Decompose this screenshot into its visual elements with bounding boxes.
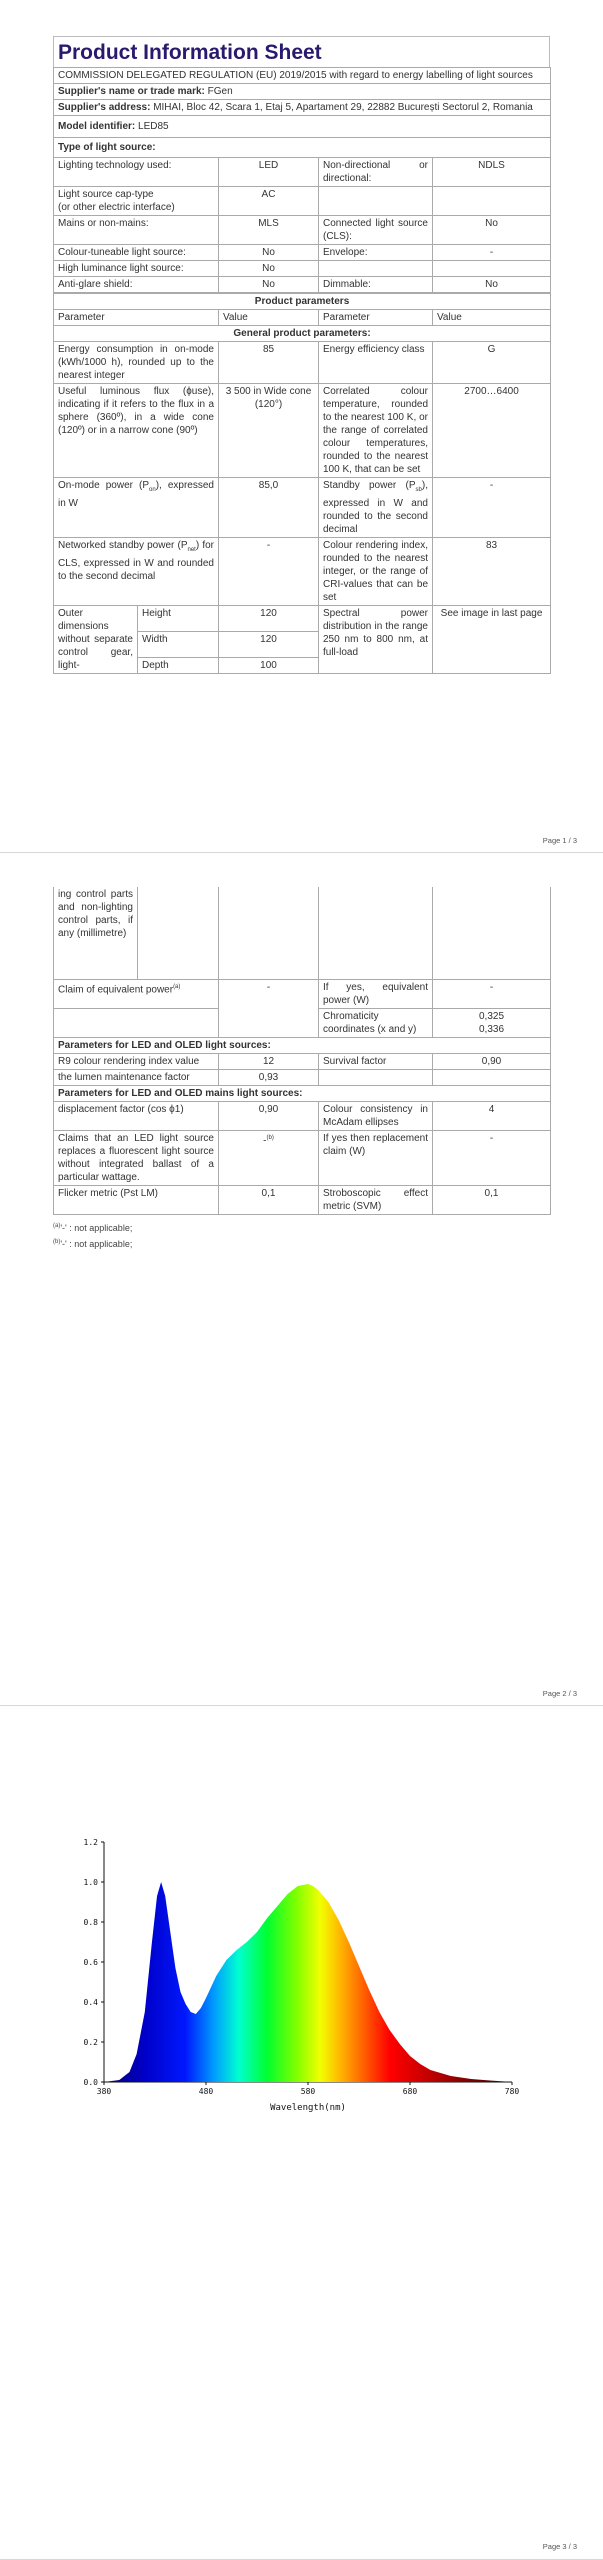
product-parameters-heading: Product parameters bbox=[54, 294, 551, 310]
standby-power-label bbox=[319, 478, 433, 538]
dimensions-empty bbox=[219, 887, 319, 980]
supplier-address: MIHAI, Bloc 42, Scara 1, Etaj 5, Apartament 29, 22882 București Sectorul 2, Romania bbox=[153, 102, 533, 113]
supplier-address-row bbox=[54, 100, 551, 116]
col-header-parameter: Parameter bbox=[54, 310, 219, 326]
info-sheet bbox=[53, 36, 550, 674]
footnote-a bbox=[53, 1219, 550, 1235]
chromaticity-x: 0,325 bbox=[478, 1011, 505, 1022]
luminous-flux-value: 3 500 in Wide cone (120°) bbox=[219, 384, 319, 478]
type-label-cell: Dimmable: bbox=[319, 277, 433, 293]
type-label-cell bbox=[319, 261, 433, 277]
spd-empty bbox=[319, 887, 433, 980]
type-label-cell: Anti-glare shield: bbox=[54, 277, 219, 293]
displacement-label: displacement factor (cos ϕ1) bbox=[54, 1102, 219, 1131]
standby-power-sub: sb bbox=[415, 487, 422, 493]
parameters-table-continued bbox=[53, 887, 551, 1215]
cct-label: Correlated colour temperature, rounded to the nearest 100 K, or the range of correlated colour temperatures, rounded to the nearest 100 K, that can be set bbox=[319, 384, 433, 478]
displacement-value: 0,90 bbox=[219, 1102, 319, 1131]
supplier-address-label: Supplier's address: bbox=[58, 102, 151, 113]
networked-standby-value: - bbox=[219, 538, 319, 606]
depth-label: Depth bbox=[138, 658, 219, 674]
type-value-cell: MLS bbox=[219, 216, 319, 245]
footnote-b-mark: (b) bbox=[53, 1239, 61, 1245]
type-value-cell: No bbox=[433, 216, 551, 245]
type-value-cell: NDLS bbox=[433, 158, 551, 187]
flicker-value: 0,1 bbox=[219, 1186, 319, 1215]
footnote-a-text: '-' : not applicable; bbox=[60, 1223, 133, 1233]
x-tick-label: 480 bbox=[198, 2087, 214, 2096]
equivalent-power-w-value: - bbox=[433, 980, 551, 1009]
page-3 bbox=[0, 1706, 603, 2559]
type-label-cell: Connected light source (CLS): bbox=[319, 216, 433, 245]
x-axis-label: Wavelength(nm) bbox=[270, 2103, 346, 2113]
type-value-cell bbox=[433, 187, 551, 216]
chromaticity-y: 0,336 bbox=[478, 1024, 505, 1035]
networked-standby-text-end: ) for CLS, expressed in W and rounded to the second decimal bbox=[58, 540, 214, 582]
x-tick-label: 780 bbox=[504, 2087, 520, 2096]
type-value-cell: LED bbox=[219, 158, 319, 187]
mains-heading: Parameters for LED and OLED mains light sources: bbox=[54, 1086, 551, 1102]
equivalent-power-label bbox=[54, 980, 219, 1009]
type-label-cell: Mains or non-mains: bbox=[54, 216, 219, 245]
page-number: Page 2 / 3 bbox=[542, 1689, 577, 1698]
spectrum-area bbox=[104, 1882, 512, 2082]
chromaticity-value bbox=[433, 1009, 551, 1038]
equivalent-power-sup: (a) bbox=[173, 984, 181, 990]
networked-standby-text: Networked standby power (P bbox=[58, 540, 188, 551]
cri-value: 83 bbox=[433, 538, 551, 606]
type-value-cell: No bbox=[219, 277, 319, 293]
flicker-label: Flicker metric (Pst LM) bbox=[54, 1186, 219, 1215]
cct-value: 2700…6400 bbox=[433, 384, 551, 478]
type-value-cell bbox=[433, 261, 551, 277]
dimensions-empty bbox=[138, 887, 219, 980]
energy-consumption-value: 85 bbox=[219, 342, 319, 384]
page-number: Page 1 / 3 bbox=[542, 836, 577, 845]
general-parameters-heading: General product parameters: bbox=[54, 326, 551, 342]
type-value-cell: No bbox=[219, 245, 319, 261]
claims-value-text: - bbox=[263, 1135, 267, 1147]
lumen-maint-label: the lumen maintenance factor bbox=[54, 1070, 219, 1086]
type-label-cell: Envelope: bbox=[319, 245, 433, 261]
regulation-text: COMMISSION DELEGATED REGULATION (EU) 2019/2015 with regard to energy labelling of light sources bbox=[54, 68, 551, 84]
y-tick-label: 0.0 bbox=[83, 2078, 98, 2087]
depth-value: 100 bbox=[219, 658, 319, 674]
survival-value: 0,90 bbox=[433, 1054, 551, 1070]
type-label-cell bbox=[54, 187, 219, 216]
networked-standby-label bbox=[54, 538, 219, 606]
y-tick-label: 0.2 bbox=[83, 2038, 98, 2047]
type-value-cell: AC bbox=[219, 187, 319, 216]
claims-label: Claims that an LED light source replaces a fluorescent light source without integrated ballast of a particular wattage. bbox=[54, 1131, 219, 1186]
page-title: Product Information Sheet bbox=[53, 36, 550, 67]
col-header-parameter: Parameter bbox=[319, 310, 433, 326]
type-value-cell: No bbox=[433, 277, 551, 293]
on-mode-power-sub: on bbox=[149, 487, 156, 493]
luminous-flux-label: Useful luminous flux (ɸuse), indicating if it refers to the flux in a sphere (360º), in a wide cone (120º) or in a narrow cone (90º) bbox=[54, 384, 219, 478]
footnote-b-text: '-' : not applicable; bbox=[60, 1239, 133, 1249]
supplier-name: FGen bbox=[207, 86, 233, 97]
led-oled-heading: Parameters for LED and OLED light sources: bbox=[54, 1038, 551, 1054]
equivalent-power-w-label: If yes, equivalent power (W) bbox=[319, 980, 433, 1009]
page-2 bbox=[0, 853, 603, 1706]
on-mode-power-text-end: ), expressed in W bbox=[58, 480, 214, 509]
dimensions-label: Outer dimensions without separate control gear, light- bbox=[54, 606, 138, 674]
col-header-value: Value bbox=[433, 310, 551, 326]
width-label: Width bbox=[138, 632, 219, 658]
chromaticity-label: Chromaticity coordinates (x and y) bbox=[319, 1009, 433, 1038]
on-mode-power-label bbox=[54, 478, 219, 538]
on-mode-power-text: On-mode power (P bbox=[58, 480, 150, 491]
page-1 bbox=[0, 0, 603, 853]
type-label-cell bbox=[319, 187, 433, 216]
height-value: 120 bbox=[219, 606, 319, 632]
footnote-b bbox=[53, 1235, 550, 1251]
header-table bbox=[53, 67, 551, 293]
cri-label: Colour rendering index, rounded to the nearest integer, or the range of CRI-values that can be set bbox=[319, 538, 433, 606]
spectral-power-distribution-chart bbox=[0, 1706, 603, 2559]
standby-power-value: - bbox=[433, 478, 551, 538]
width-value: 120 bbox=[219, 632, 319, 658]
survival-label: Survival factor bbox=[319, 1054, 433, 1070]
y-tick-label: 1.0 bbox=[83, 1878, 98, 1887]
type-label-cell: Non-directional or directional: bbox=[319, 158, 433, 187]
standby-power-text: Standby power (P bbox=[323, 480, 416, 491]
spd-label: Spectral power distribution in the range 250 nm to 800 nm, at full-load bbox=[319, 606, 433, 674]
model-identifier: LED85 bbox=[138, 121, 169, 132]
r9-label: R9 colour rendering index value bbox=[54, 1054, 219, 1070]
lumen-maint-value: 0,93 bbox=[219, 1070, 319, 1086]
stroboscopic-label: Stroboscopic effect metric (SVM) bbox=[319, 1186, 433, 1215]
y-tick-label: 0.8 bbox=[83, 1918, 98, 1927]
colour-consistency-label: Colour consistency in McAdam ellipses bbox=[319, 1102, 433, 1131]
cap-type-label: Light source cap-type bbox=[58, 189, 154, 200]
colour-consistency-value: 4 bbox=[433, 1102, 551, 1131]
replacement-value: - bbox=[433, 1131, 551, 1186]
cap-type-sublabel: (or other electric interface) bbox=[58, 202, 175, 213]
claims-value bbox=[219, 1131, 319, 1186]
type-label-cell: Colour-tuneable light source: bbox=[54, 245, 219, 261]
x-tick-label: 380 bbox=[96, 2087, 112, 2096]
y-tick-label: 1.2 bbox=[83, 1838, 98, 1847]
x-tick-label: 680 bbox=[402, 2087, 418, 2096]
replacement-label: If yes then replacement claim (W) bbox=[319, 1131, 433, 1186]
type-label: Type of light source: bbox=[54, 138, 551, 158]
footnote-a-mark: (a) bbox=[53, 1223, 61, 1229]
spd-empty bbox=[433, 887, 551, 980]
lumen-maint-empty bbox=[433, 1070, 551, 1086]
y-tick-label: 0.4 bbox=[83, 1998, 98, 2007]
footnotes bbox=[53, 1219, 550, 1251]
equivalent-power-text: Claim of equivalent power bbox=[58, 984, 174, 996]
x-tick-label: 580 bbox=[300, 2087, 316, 2096]
dimensions-label-continued: ing control parts and non-lighting control parts, if any (millimetre) bbox=[54, 887, 138, 980]
type-value-cell: No bbox=[219, 261, 319, 277]
energy-class-value: G bbox=[433, 342, 551, 384]
model-row bbox=[54, 116, 551, 138]
type-label-cell: Lighting technology used: bbox=[54, 158, 219, 187]
type-value-cell: - bbox=[433, 245, 551, 261]
equivalent-power-empty bbox=[54, 1009, 219, 1038]
type-label-cell: High luminance light source: bbox=[54, 261, 219, 277]
stroboscopic-value: 0,1 bbox=[433, 1186, 551, 1215]
supplier-name-label: Supplier's name or trade mark: bbox=[58, 86, 205, 97]
info-sheet-continued bbox=[53, 887, 550, 1251]
on-mode-power-value: 85,0 bbox=[219, 478, 319, 538]
claims-sup: (b) bbox=[266, 1135, 274, 1141]
spd-value: See image in last page bbox=[433, 606, 551, 674]
model-label: Model identifier: bbox=[58, 121, 136, 132]
standby-power-text-end: ), expressed in W and rounded to the second decimal bbox=[323, 480, 428, 535]
parameters-table bbox=[53, 293, 551, 674]
lumen-maint-empty bbox=[319, 1070, 433, 1086]
r9-value: 12 bbox=[219, 1054, 319, 1070]
networked-standby-sub: net bbox=[187, 547, 196, 553]
energy-class-label: Energy efficiency class bbox=[319, 342, 433, 384]
supplier-name-row bbox=[54, 84, 551, 100]
y-tick-label: 0.6 bbox=[83, 1958, 98, 1967]
page-number: Page 3 / 3 bbox=[542, 2542, 577, 2551]
energy-consumption-label: Energy consumption in on-mode (kWh/1000 h), rounded up to the nearest integer bbox=[54, 342, 219, 384]
equivalent-power-value: - bbox=[219, 980, 319, 1038]
col-header-value: Value bbox=[219, 310, 319, 326]
height-label: Height bbox=[138, 606, 219, 632]
